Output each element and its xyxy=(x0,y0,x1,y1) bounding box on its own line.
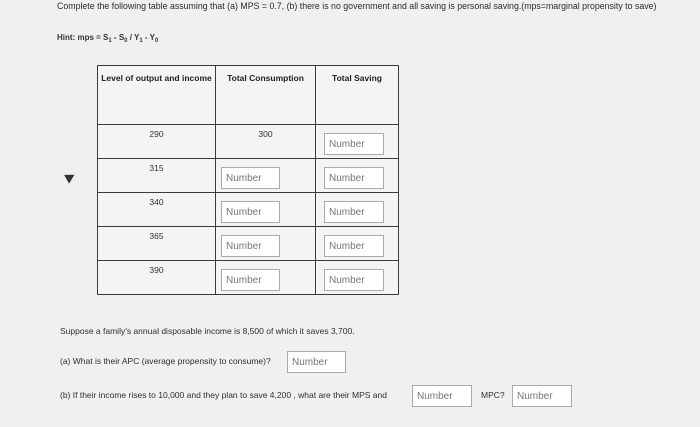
apc-input[interactable] xyxy=(287,351,346,373)
scenario-text: Suppose a family's annual disposable income is 8,500 of which it saves 3,700. xyxy=(60,326,355,336)
part-b-question: (b) If their income rises to 10,000 and they plan to save 4,200 , what are their MPS and xyxy=(60,390,387,400)
saving-input[interactable] xyxy=(324,235,384,257)
table-row xyxy=(98,227,399,261)
header-income: Level of output and income xyxy=(98,66,216,125)
hint-label: Hint: xyxy=(57,33,76,42)
income-value: 315 xyxy=(149,163,164,173)
mps-input[interactable] xyxy=(412,385,472,407)
header-saving: Total Saving xyxy=(316,66,399,125)
hint-formula: mps = $S_1 - S_0 / Y_1 - Y_0$ xyxy=(77,33,159,44)
consumption-input[interactable] xyxy=(221,235,280,257)
consumption-saving-table xyxy=(97,65,399,295)
income-value: 340 xyxy=(149,197,164,207)
saving-input[interactable] xyxy=(324,133,384,155)
saving-input[interactable] xyxy=(324,167,384,189)
part-a-question: (a) What is their APC (average propensity to consume)? xyxy=(60,356,271,366)
saving-input[interactable] xyxy=(324,201,384,223)
income-value: 390 xyxy=(149,265,164,275)
table-row xyxy=(98,159,399,193)
question-text: Complete the following table assuming that (a) MPS = 0.7, (b) there is no government and all saving is personal saving.(mps=marginal propensity to save) xyxy=(57,1,657,11)
saving-input[interactable] xyxy=(324,269,384,291)
income-value: 290 xyxy=(149,129,164,139)
income-value: 365 xyxy=(149,231,164,241)
table-row xyxy=(98,193,399,227)
mpc-input[interactable] xyxy=(512,385,572,407)
table-row xyxy=(98,261,399,295)
consumption-input[interactable] xyxy=(221,167,280,189)
consumption-input[interactable] xyxy=(221,269,280,291)
mouse-cursor-icon xyxy=(64,170,77,183)
header-consumption: Total Consumption xyxy=(216,66,316,125)
consumption-input[interactable] xyxy=(221,201,280,223)
hint-line xyxy=(57,33,158,44)
consumption-value: 300 xyxy=(258,129,273,139)
table-row xyxy=(98,125,399,159)
mpc-label: MPC? xyxy=(481,390,505,400)
